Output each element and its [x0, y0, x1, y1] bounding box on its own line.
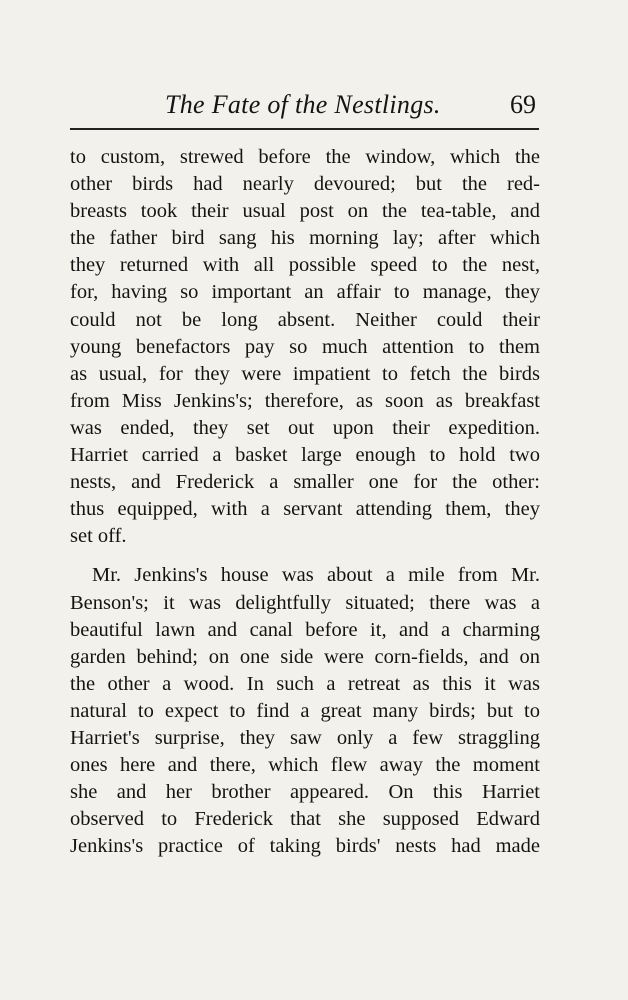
text-line: breasts took their usual post on the tea-table, and — [70, 200, 540, 223]
text-line: to custom, strewed before the window, which the — [70, 146, 540, 168]
page-number: 69 — [510, 90, 536, 119]
text-line: the other a wood. In such a retreat as this it was — [70, 672, 540, 695]
text-line: she and her brother appeared. On this Harriet — [70, 781, 540, 804]
text-line: young benefactors pay so much attention to them — [70, 335, 540, 358]
running-head: The Fate of the Nestlings. — [165, 90, 441, 119]
body-text — [70, 144, 540, 860]
paragraph-1 — [70, 144, 540, 550]
text-line: Jenkins's practice of taking birds' nests had made — [70, 835, 540, 858]
text-line: other birds had nearly devoured; but the red- — [70, 173, 540, 196]
text-line: ones here and there, which flew away the moment — [70, 754, 540, 777]
text-line: was ended, they set out upon their expedition. — [70, 416, 540, 439]
text-line: could not be long absent. Neither could their — [70, 308, 540, 331]
text-line: for, having so important an affair to manage, they — [70, 281, 540, 304]
text-line: as usual, for they were impatient to fetch the birds — [70, 362, 540, 385]
text-line: the father bird sang his morning lay; after which — [70, 227, 540, 250]
paragraph-2 — [70, 562, 540, 860]
text-line: they returned with all possible speed to the nest, — [70, 254, 540, 277]
text-line: Harriet's surprise, they saw only a few straggling — [70, 726, 540, 749]
text-line: beautiful lawn and canal before it, and a charming — [70, 618, 540, 641]
text-line: Benson's; it was delightfully situated; there was a — [70, 591, 540, 614]
page-header — [70, 84, 538, 124]
text-line: set off. — [70, 525, 127, 548]
text-line: thus equipped, with a servant attending them, they — [70, 498, 540, 521]
text-line: garden behind; on one side were corn-fields, and on — [70, 645, 540, 668]
text-line: Mr. Jenkins's house was about a mile from Mr. — [92, 564, 540, 587]
text-line: nests, and Frederick a smaller one for the other: — [70, 471, 540, 494]
text-line: from Miss Jenkins's; therefore, as soon as breakfast — [70, 389, 540, 412]
text-line: natural to expect to find a great many birds; but to — [70, 699, 540, 722]
text-line: observed to Frederick that she supposed Edward — [70, 808, 540, 831]
paragraph-gap — [70, 550, 540, 562]
header-rule — [70, 128, 539, 130]
text-line: Harriet carried a basket large enough to hold two — [70, 444, 540, 467]
